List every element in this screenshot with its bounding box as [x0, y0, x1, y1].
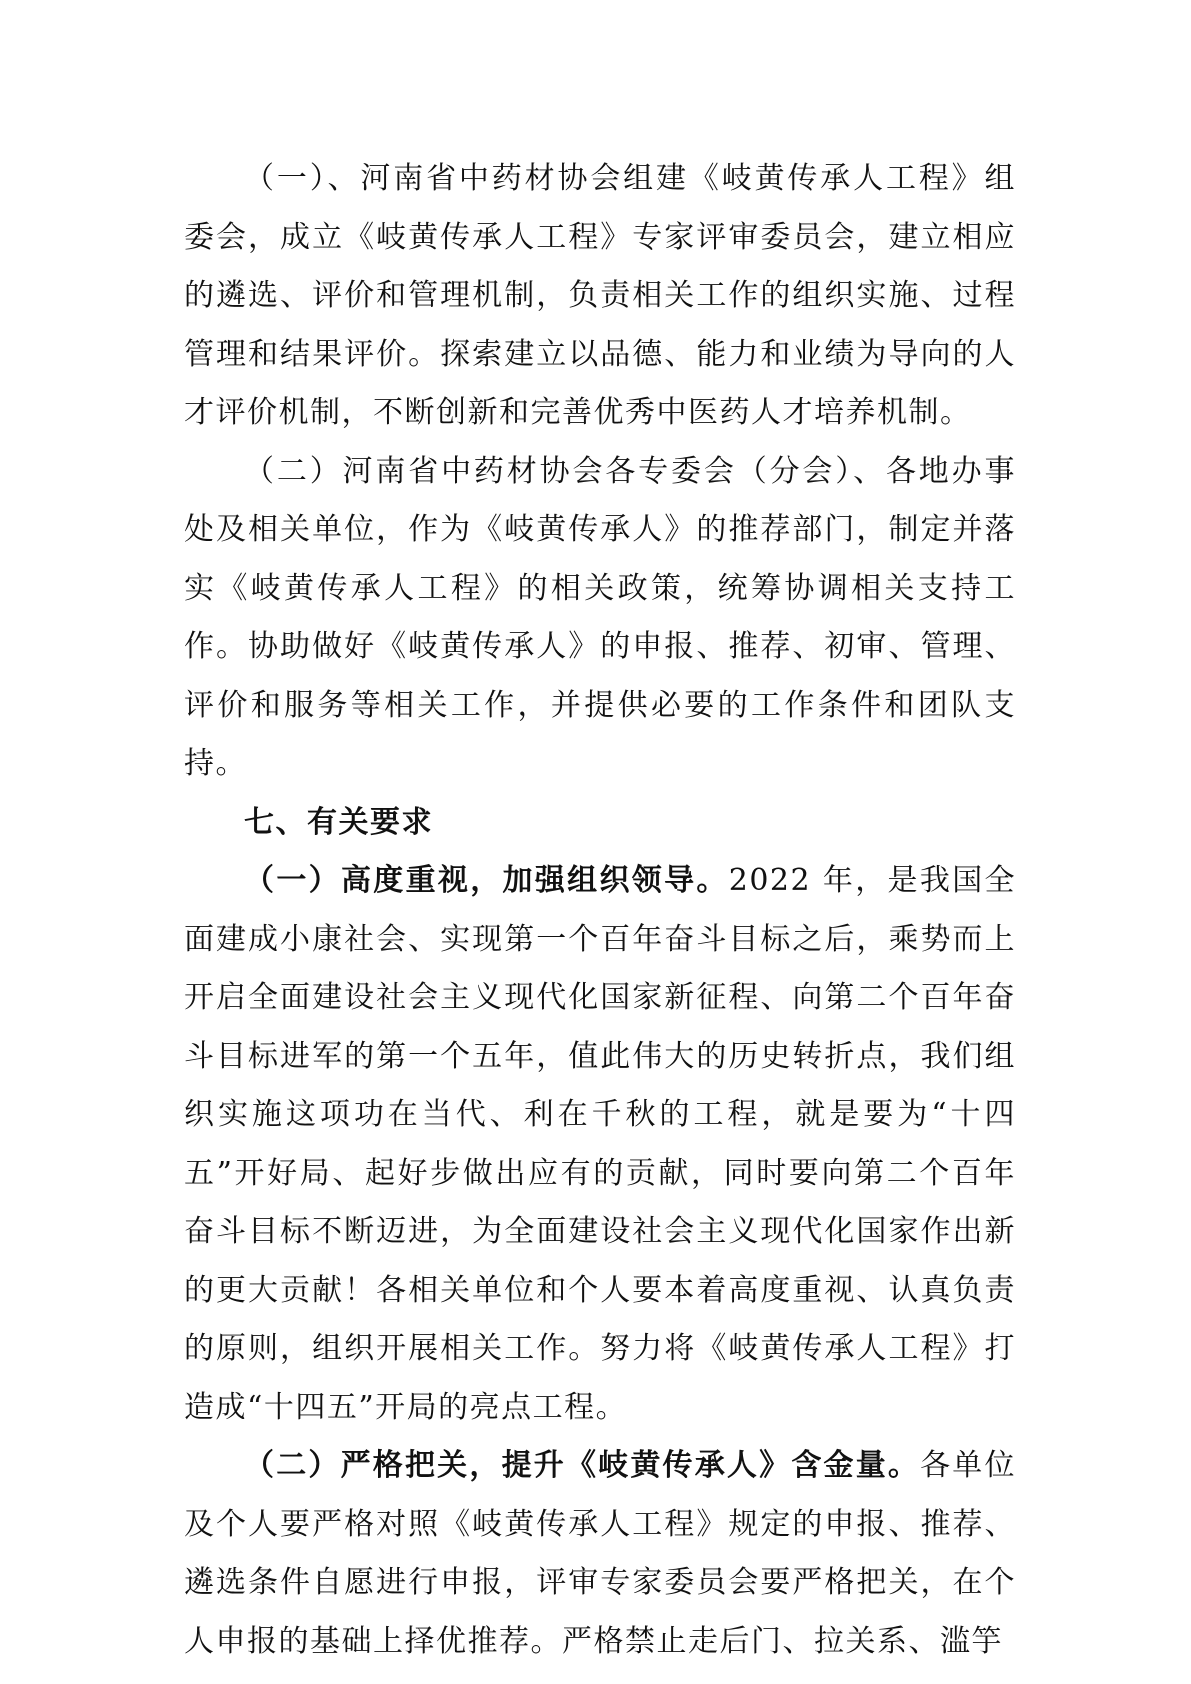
document-body [184, 150, 1016, 1671]
requirement-item-2-lead: （二）严格把关，提升《岐黄传承人》含金量。 [244, 1448, 921, 1483]
requirement-item-2-text: 各单位及个人要严格对照《岐黄传承人工程》规定的申报、推荐、遴选条件自愿进行申报，评审专家委员会要严格把关，在个人申报的基础上择优推荐。严格禁止走后门、拉关系、滥竽 [184, 1448, 1017, 1659]
requirement-item-1-lead: （一）高度重视，加强组织领导。 [244, 863, 729, 898]
requirement-item-1-text: 2022 年，是我国全面建成小康社会、实现第一个百年奋斗目标之后，乘势而上开启全面建设社会主义现代化国家新征程、向第二个百年奋斗目标进军的第一个五年，值此伟大的历史转折点，我们组织实施这项功在当代、利在千秋的工程，就是要为“十四五”开好局、起好步做出应有的贡献，同时要向第二个百年奋斗目标不断迈进，为全面建设社会主义现代化国家作出新的更大贡献！各相关单位和个人要本着高度重视、认真负责的原则，组织开展相关工作。努力将《岐黄传承人工程》打造成“十四五”开局的亮点工程。 [184, 863, 1017, 1425]
paragraph-recommending-departments: （二）河南省中药材协会各专委会（分会）、各地办事处及相关单位，作为《岐黄传承人》的推荐部门，制定并落实《岐黄传承人工程》的相关政策，统筹协调相关支持工作。协助做好《岐黄传承人》的申报、推荐、初审、管理、评价和服务等相关工作，并提供必要的工作条件和团队支持。 [184, 453, 1016, 781]
section-heading: 七、有关要求 [244, 804, 433, 840]
requirement-item-1 [184, 852, 1016, 1437]
requirement-item-2 [184, 1437, 1016, 1671]
paragraph-organizing-committee: （一）、河南省中药材协会组建《岐黄传承人工程》组委会，成立《岐黄传承人工程》专家评审委员会，建立相应的遴选、评价和管理机制，负责相关工作的组织实施、过程管理和结果评价。探索建立以品德、能力和业绩为导向的人才评价机制，不断创新和完善优秀中医药人才培养机制。 [184, 161, 1016, 430]
